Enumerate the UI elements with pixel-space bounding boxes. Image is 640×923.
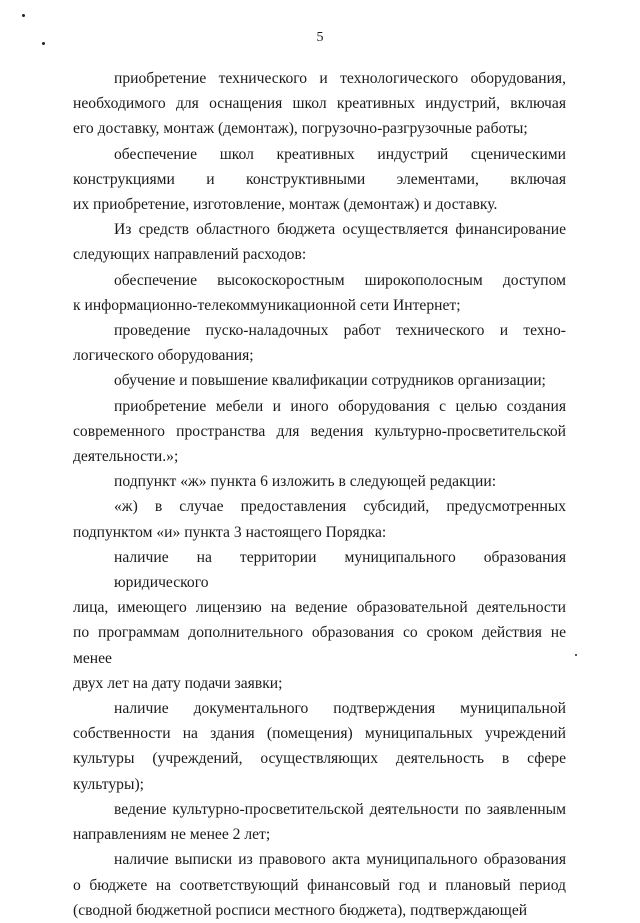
paragraph: [73, 847, 566, 923]
paragraph: [73, 66, 566, 142]
document-body: [73, 66, 566, 923]
text-line: культуры (учреждений, осуществляющих деятельность в сфере культуры);: [73, 750, 566, 793]
paragraph: [73, 696, 566, 797]
paragraph: [73, 469, 566, 494]
text-line: современного пространства для ведения культурно-просветительской: [73, 422, 566, 440]
scan-speck: [22, 14, 25, 17]
text-line: деятельности.»;: [73, 448, 179, 466]
paragraph: [73, 797, 566, 847]
text-line: логического оборудования;: [73, 347, 254, 365]
paragraph: [73, 368, 566, 393]
text-line: (сводной бюджетной росписи местного бюджета), подтверждающей: [73, 901, 528, 919]
paragraph: [73, 318, 566, 368]
text-line: наличие выписки из правового акта муниципального образования: [114, 851, 566, 869]
text-line: проведение пуско-наладочных работ технического и техно-: [114, 322, 566, 340]
text-line: обучение и повышение квалификации сотрудников организации;: [114, 372, 546, 390]
text-line: лица, имеющего лицензию на ведение образовательной деятельности: [73, 599, 566, 617]
text-line: подпункт «ж» пункта 6 изложить в следующей редакции:: [114, 473, 497, 491]
text-line: их приобретение, изготовление, монтаж (демонтаж) и доставку.: [73, 196, 498, 214]
text-line: приобретение мебели и иного оборудования с целью создания: [114, 397, 566, 415]
text-line: наличие документального подтверждения муниципальной: [114, 700, 566, 718]
text-line: к информационно-телекоммуникационной сети Интернет;: [73, 296, 461, 314]
paragraph: [73, 545, 566, 696]
text-line: обеспечение высокоскоростным широкополосным доступом: [114, 271, 566, 289]
text-line: Из средств областного бюджета осуществляется финансирование: [114, 221, 566, 239]
paragraph: [73, 217, 566, 267]
page-number: 5: [316, 30, 324, 45]
text-line: подпунктом «и» пункта 3 настоящего Порядка:: [73, 523, 387, 541]
paragraph: [73, 494, 566, 544]
text-line: обеспечение школ креативных индустрий сценическими: [114, 145, 566, 163]
text-line: ведение культурно-просветительской деятельности по заявленным: [114, 800, 566, 818]
text-line: конструкциями и конструктивными элементами, включая: [73, 170, 566, 188]
text-line: по программам дополнительного образования со сроком действия не менее: [73, 624, 566, 667]
scan-speck: [575, 654, 577, 656]
paragraph: [73, 142, 566, 218]
paragraph: [73, 394, 566, 470]
text-line: направлениям не менее 2 лет;: [73, 826, 271, 844]
text-line: приобретение технического и технологического оборудования,: [114, 70, 566, 87]
text-line: «ж) в случае предоставления субсидий, предусмотренных: [114, 498, 566, 516]
text-line: следующих направлений расходов:: [73, 246, 307, 264]
paragraph: [73, 268, 566, 318]
text-line: двух лет на дату подачи заявки;: [73, 674, 283, 692]
text-line: необходимого для оснащения школ креативных индустрий, включая: [73, 95, 566, 113]
text-line: его доставку, монтаж (демонтаж), погрузочно-разгрузочные работы;: [73, 120, 528, 138]
text-line: наличие на территории муниципального образования юридического: [114, 548, 566, 592]
text-line: собственности на здания (помещения) муниципальных учреждений: [73, 725, 566, 743]
text-line: о бюджете на соответствующий финансовый год и плановый период: [73, 876, 566, 894]
